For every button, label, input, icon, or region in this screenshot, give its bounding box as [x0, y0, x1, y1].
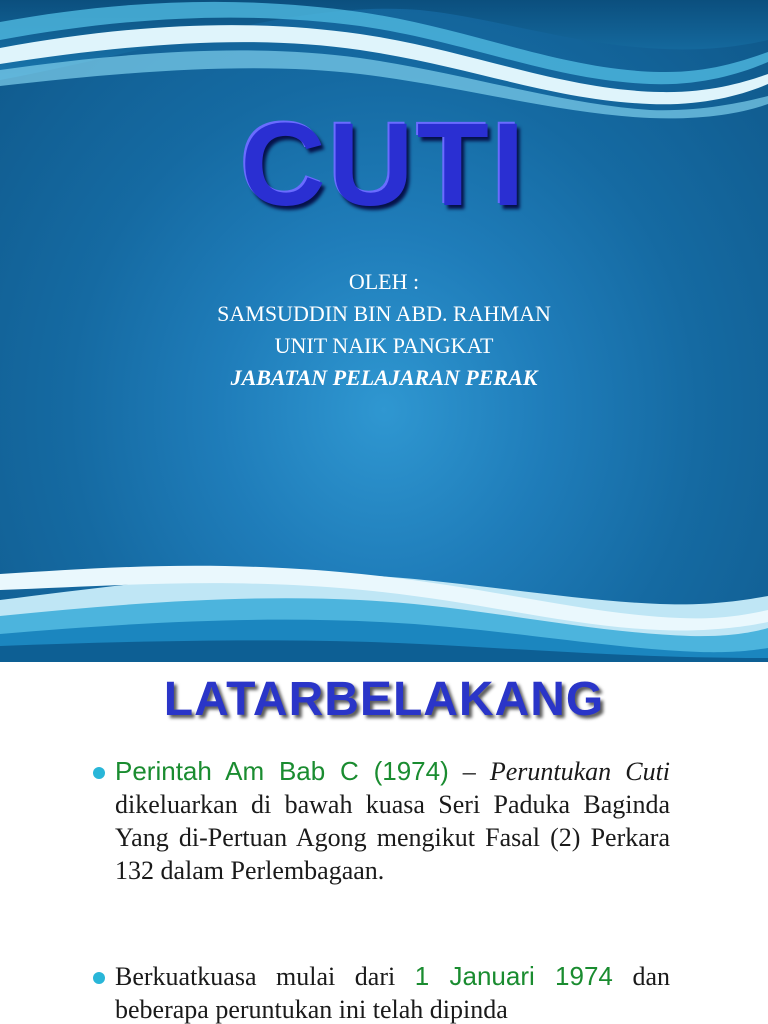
content-slide — [0, 662, 768, 1024]
bullet-item — [115, 960, 670, 1024]
bullet-dot-icon — [93, 767, 105, 779]
byline — [0, 266, 768, 394]
byline-label: OLEH : — [348, 269, 420, 294]
bullet-text: dan beberapa peruntukan ini telah dipinda — [115, 962, 670, 1024]
bullet-highlight: 1 Januari 1974 — [414, 961, 613, 991]
unit-name: UNIT NAIK PANGKAT — [274, 333, 494, 358]
bullet-text: dikeluarkan di bawah kuasa Seri Paduka Baginda Yang di-Pertuan Agong mengikut Fasal (2) Perkara 132 dalam Perlembagaan. — [115, 790, 670, 885]
bullet-dot-icon — [93, 972, 105, 984]
author-name: SAMSUDDIN BIN ABD. RAHMAN — [217, 301, 551, 326]
department-name: JABATAN PELAJARAN PERAK — [230, 365, 538, 390]
section-title: LATARBELAKANG — [163, 673, 605, 726]
bullet-highlight: Perintah Am Bab C (1974) — [115, 756, 449, 786]
bullet-item — [115, 755, 670, 887]
bullet-italic: Peruntukan Cuti — [489, 757, 671, 786]
slide-title: CUTI — [240, 99, 528, 231]
bottom-wave-decoration — [0, 560, 768, 662]
bullet-dash: – — [448, 757, 490, 786]
bullet-lead: Berkuatkuasa mulai dari — [115, 962, 415, 991]
